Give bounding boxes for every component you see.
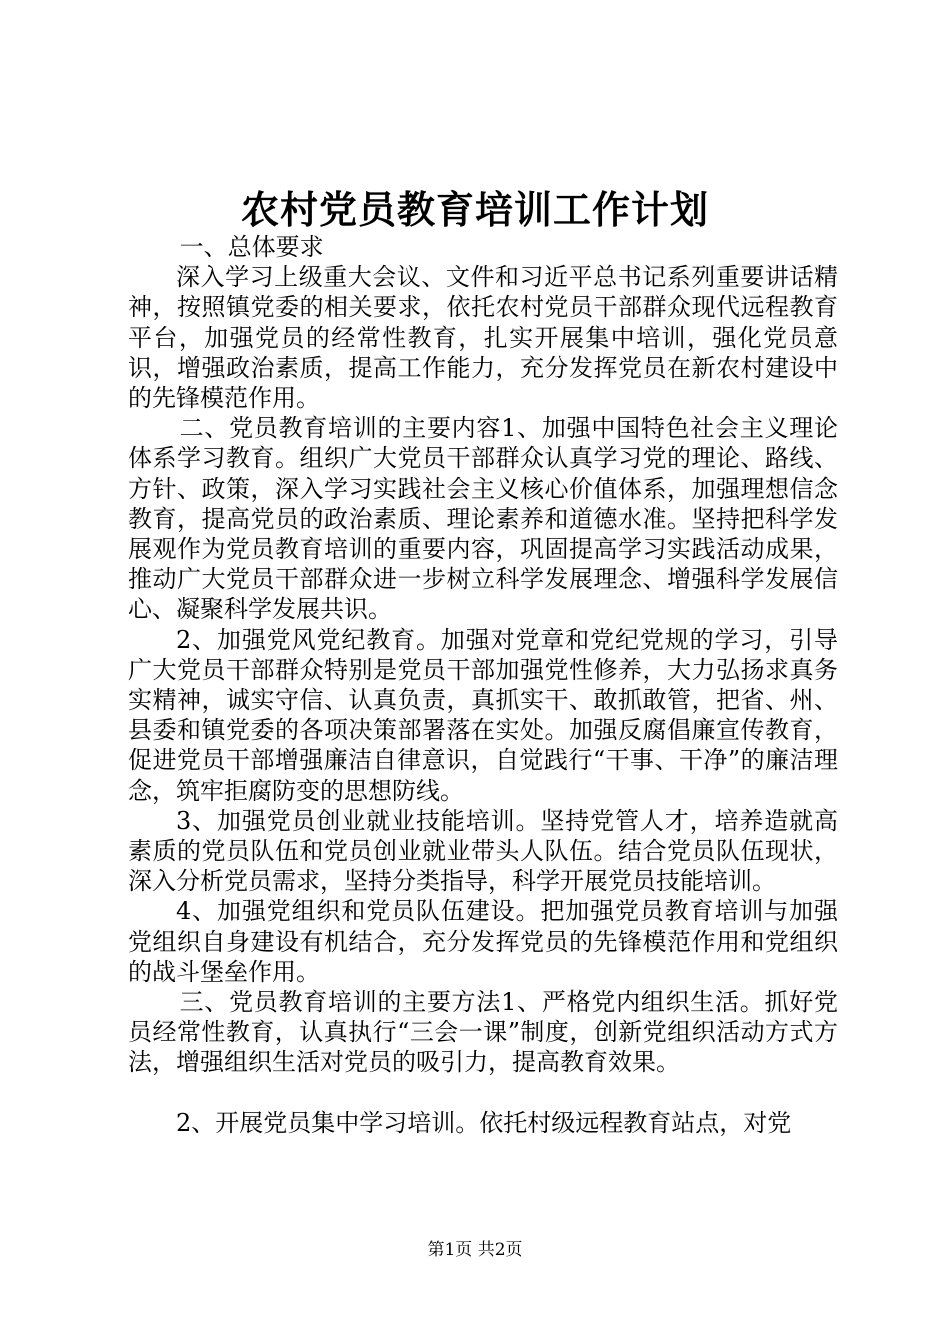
paragraph-main-content: 二、党员教育培训的主要内容1、加强中国特色社会主义理论体系学习教育。组织广大党员干部群众认真学习党的理论、路线、方针、政策，深入学习实践社会主义核心价值体系，加强理想信念教育，提高党员的政治素质、理论素养和道德水准。坚持把科学发展观作为党员教育培训的重要内容，巩固提高学习实践活动成果，推动广大党员干部群众进一步树立科学发展理念、增强科学发展信心、凝聚科学发展共识。 [128, 414, 838, 624]
paragraph-general-requirements: 深入学习上级重大会议、文件和习近平总书记系列重要讲话精神，按照镇党委的相关要求，依托农村党员干部群众现代远程教育平台，加强党员的经常性教育，扎实开展集中培训，强化党员意识，增强政治素质，提高工作能力，充分发挥党员在新农村建设中的先锋模范作用。 [128, 263, 838, 413]
page-title: 农村党员教育培训工作计划 [240, 187, 709, 232]
document-body [128, 232, 838, 1138]
paragraph-main-methods: 三、党员教育培训的主要方法1、严格党内组织生活。抓好党员经常性教育，认真执行“三会一课”制度，创新党组织活动方式方法，增强组织生活对党员的吸引力，提高教育效果。 [128, 988, 838, 1077]
paragraph-party-discipline: 2、加强党风党纪教育。加强对党章和党纪党规的学习，引导广大党员干部群众特别是党员干部加强党性修养，大力弘扬求真务实精神，诚实守信、认真负责，真抓实干、敢抓敢管，把省、州、县委和镇党委的各项决策部署落在实处。加强反腐倡廉宣传教育，促进党员干部增强廉洁自律意识，自觉践行“干事、干净”的廉洁理念，筑牢拒腐防变的思想防线。 [128, 625, 838, 805]
paragraph-team-building: 4、加强党组织和党员队伍建设。把加强党员教育培训与加强党组织自身建设有机结合，充分发挥党员的先锋模范作用和党组织的战斗堡垒作用。 [128, 897, 838, 986]
paragraph-centralized-training: 2、开展党员集中学习培训。依托村级远程教育站点，对党 [176, 1108, 792, 1137]
section-heading-general-requirements: 一、总体要求 [179, 233, 324, 261]
page-footer: 第1页 共2页 [427, 1240, 523, 1260]
paragraph-skills-training: 3、加强党员创业就业技能培训。坚持党管人才，培养造就高素质的党员队伍和党员创业就业带头人队伍。结合党员队伍现状，深入分析党员需求，坚持分类指导，科学开展党员技能培训。 [128, 806, 838, 896]
